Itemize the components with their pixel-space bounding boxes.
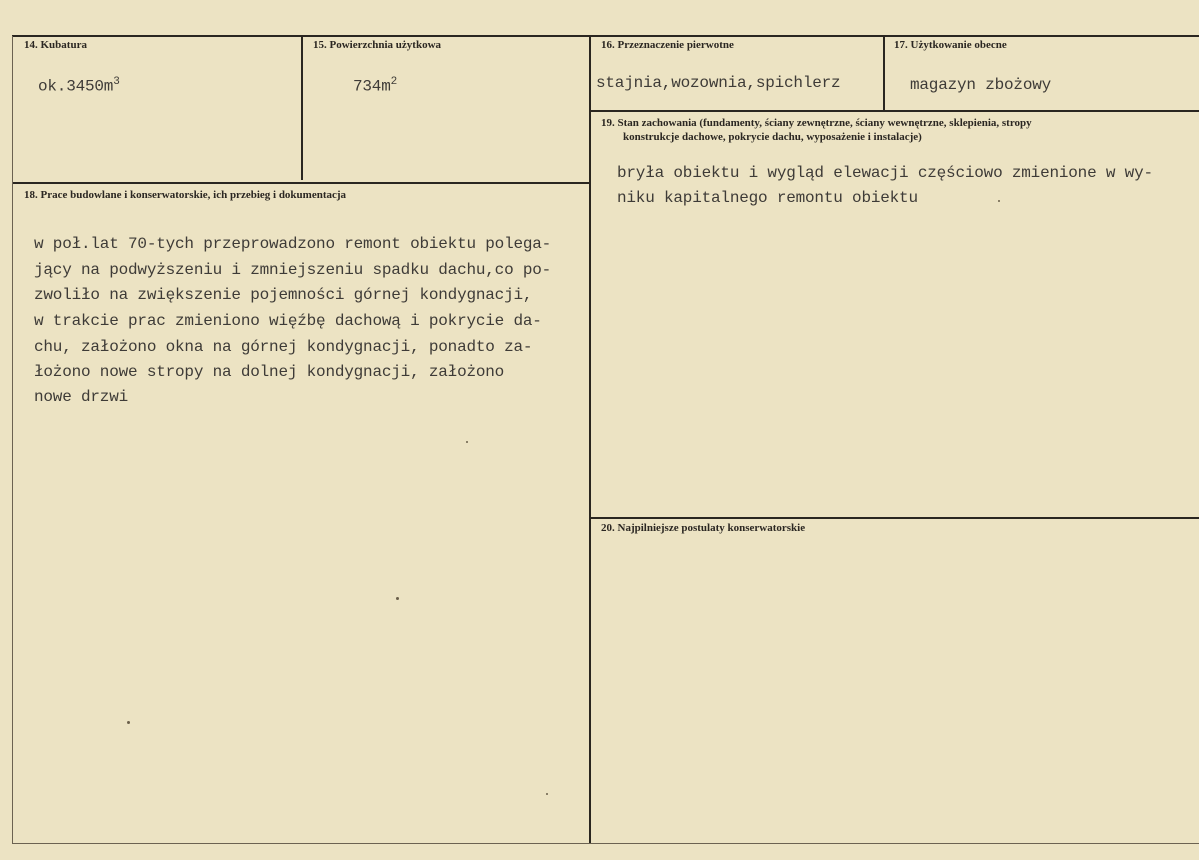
field-17-value: magazyn zbożowy — [910, 76, 1052, 94]
paper-speck — [396, 597, 399, 600]
field-18-line: w poł.lat 70-tych przeprowadzono remont obiektu polega- — [34, 235, 552, 253]
rule-under-16-17 — [590, 110, 1199, 112]
field-14-value — [38, 76, 120, 95]
field-19-label-line-1: 19. Stan zachowania (fundamenty, ściany zewnętrzne, ściany wewnętrzne, sklepienia, stropy — [601, 117, 1032, 129]
field-20-label: 20. Najpilniejsze postulaty konserwatorskie — [601, 522, 806, 534]
field-18-line: łożono nowe stropy na dolnej kondygnacji, założono — [34, 363, 505, 381]
rule-under-19 — [590, 517, 1199, 519]
rule-under-14-15 — [12, 182, 590, 184]
divider-16-17 — [883, 36, 885, 110]
left-edge-rule — [12, 36, 13, 844]
paper-speck — [998, 200, 1000, 202]
field-15-label: 15. Powierzchnia użytkowa — [313, 39, 442, 51]
field-19-line: bryła obiektu i wygląd elewacji częściowo zmienione w wy- — [617, 164, 1153, 182]
field-19-line: niku kapitalnego remontu obiektu — [617, 189, 918, 207]
field-18-line: nowe drzwi — [34, 388, 129, 406]
field-16-value: stajnia,wozownia,spichlerz — [596, 74, 841, 92]
field-15-unit-exponent: 2 — [390, 76, 398, 88]
field-18-line: zwoliło na zwiększenie pojemności górnej kondygnacji, — [34, 286, 533, 304]
divider-14-15 — [301, 36, 303, 180]
field-14-label: 14. Kubatura — [24, 39, 87, 51]
field-16-label: 16. Przeznaczenie pierwotne — [601, 39, 734, 51]
field-18-line: w trakcie prac zmieniono więźbę dachową i pokrycie da- — [34, 312, 542, 330]
bottom-rule — [12, 843, 1199, 844]
field-15-number: 734m — [353, 77, 391, 96]
paper-speck — [466, 441, 468, 443]
divider-left-right — [589, 36, 591, 844]
field-14-unit-exponent: 3 — [113, 76, 120, 88]
paper-speck — [127, 721, 130, 724]
top-rule — [12, 35, 1199, 37]
field-18-label: 18. Prace budowlane i konserwatorskie, ich przebieg i dokumentacja — [24, 189, 347, 201]
field-15-value — [353, 76, 397, 95]
paper-speck — [546, 793, 548, 795]
field-17-label: 17. Użytkowanie obecne — [894, 39, 1007, 51]
field-19-label-line-2: konstrukcje dachowe, pokrycie dachu, wyposażenie i instalacje) — [623, 131, 922, 143]
field-18-line: chu, założono okna na górnej kondygnacji, ponadto za- — [34, 338, 533, 356]
field-14-number: ok.3450m — [38, 77, 114, 96]
field-18-line: jący na podwyższeniu i zmniejszeniu spadku dachu,co po- — [34, 261, 552, 279]
